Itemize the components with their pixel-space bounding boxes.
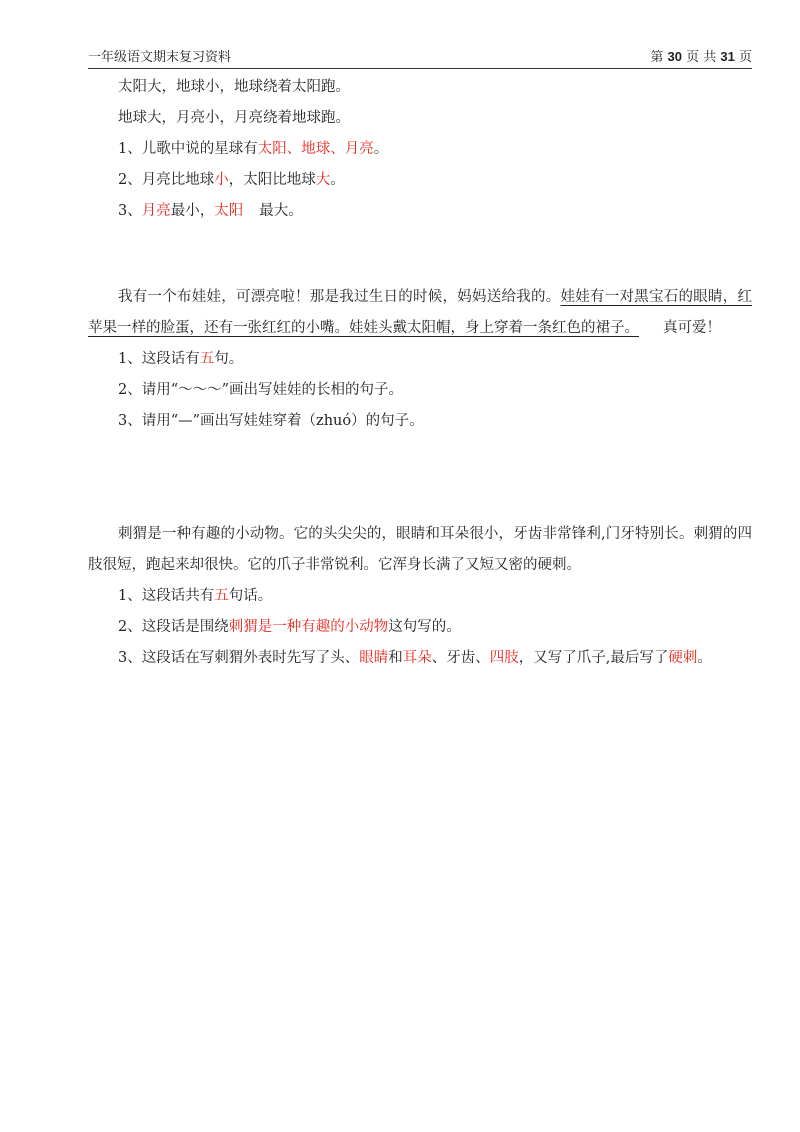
hedgehog-paragraph: 刺猬是一种有趣的小动物。它的头尖尖的，眼睛和耳朵很小，牙齿非常锋利,门牙特别长。刺猬的四肢很短，跑起来却很快。它的爪子非常锐利。它浑身长满了又短又密的硬刺。 [88, 526, 752, 573]
question-1: 1、儿歌中说的星球有太阳、地球、月亮。 [118, 141, 389, 157]
question-2: 2、月亮比地球小，太阳比地球大。 [118, 172, 345, 188]
question-1: 1、这段话共有五句话。 [118, 588, 273, 604]
answer: 小 [214, 172, 229, 188]
page-content [88, 72, 752, 674]
current-page: 30 [667, 49, 682, 64]
answer: 太阳、地球、月亮 [257, 141, 374, 157]
doll-paragraph: 我有一个布娃娃，可漂亮啦！那是我过生日的时候，妈妈送给我的。娃娃有一对黑宝石的眼睛，红苹果一样的脸蛋，还有一张红红的小嘴。娃娃头戴太阳帽，身上穿着一条红色的裙子。 真可爱！ [88, 289, 752, 336]
question-2: 2、这段话是围绕刺猬是一种有趣的小动物这句写的。 [118, 619, 461, 635]
rhyme-line-1: 太阳大，地球小，地球绕着太阳跑。 [118, 79, 350, 95]
answer: 眼睛 [359, 650, 389, 666]
answer: 太阳 [214, 203, 244, 219]
section-doll [88, 282, 752, 437]
document-title: 一年级语文期末复习资料 [88, 50, 232, 65]
rhyme-line-2: 地球大，月亮小，月亮绕着地球跑。 [118, 110, 350, 126]
question-3: 3、这段话在写刺猬外表时先写了头、眼睛和耳朵、牙齿、四肢，又写了爪子,最后写了硬刺。 [118, 650, 712, 666]
answer: 月亮 [141, 203, 171, 219]
answer: 硬刺 [668, 650, 698, 666]
section-hedgehog [88, 519, 752, 674]
question-3: 3、请用“—”画出写娃娃穿着（zhuó）的句子。 [118, 413, 424, 429]
underlined-sentences: 娃娃有一对黑宝石的眼睛，红苹果一样的脸蛋，还有一张红红的小嘴。娃娃头戴太阳帽，身上穿着一条红色的裙子。 [88, 289, 752, 336]
page-header [88, 48, 752, 69]
total-pages: 31 [720, 49, 735, 64]
answer: 五 [214, 588, 229, 604]
question-3: 3、月亮最小，太阳 最大。 [118, 203, 303, 219]
section-planet-rhyme [88, 72, 752, 227]
answer: 五 [199, 351, 215, 367]
question-1: 1、这段话有五句。 [118, 351, 244, 367]
question-2: 2、请用“～～～”画出写娃娃的长相的句子。 [118, 382, 404, 398]
answer: 四肢 [489, 650, 519, 666]
answer: 刺猬是一种有趣的小动物 [228, 619, 389, 635]
answer: 大 [315, 172, 331, 188]
page-number: 第 30 页 共 31 页 [650, 49, 752, 65]
answer: 耳朵 [402, 650, 432, 666]
